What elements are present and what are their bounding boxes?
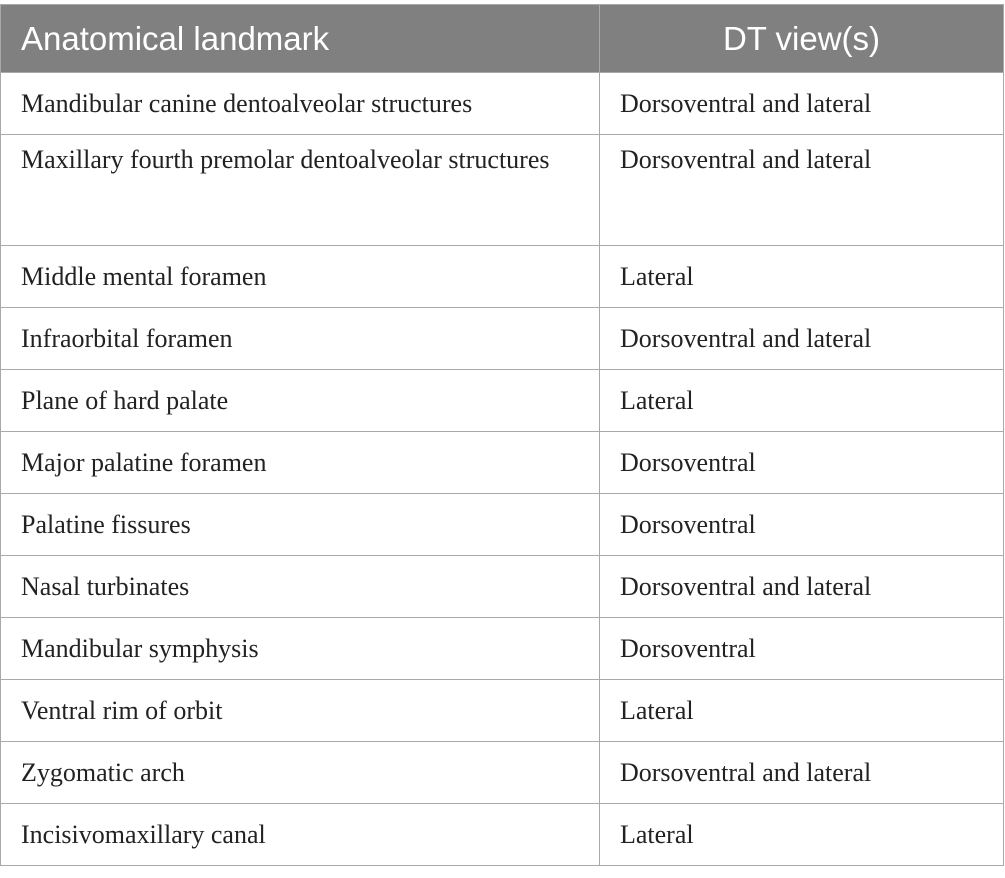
view-cell <box>600 308 1004 370</box>
landmark-cell <box>1 73 600 135</box>
view-text: Lateral <box>620 262 694 291</box>
view-text: Dorsoventral and lateral <box>620 758 872 787</box>
table-body <box>1 73 1004 866</box>
view-text: Dorsoventral <box>620 510 756 539</box>
table-row <box>1 742 1004 804</box>
landmark-cell <box>1 494 600 556</box>
table-row <box>1 804 1004 866</box>
landmark-text: Plane of hard palate <box>21 386 229 415</box>
table-row <box>1 308 1004 370</box>
table-row <box>1 494 1004 556</box>
table-row <box>1 135 1004 246</box>
landmark-text: Major palatine foramen <box>21 448 267 477</box>
landmark-text: Middle mental foramen <box>21 262 267 291</box>
table-row <box>1 556 1004 618</box>
header-dt-views: DT view(s) <box>600 5 1004 73</box>
landmark-text: Maxillary fourth premolar dentoalveolar structures <box>21 145 550 174</box>
table-row <box>1 246 1004 308</box>
landmark-text: Palatine fissures <box>21 510 191 539</box>
landmark-cell <box>1 618 600 680</box>
landmark-text: Infraorbital foramen <box>21 324 233 353</box>
table-row <box>1 432 1004 494</box>
view-text: Lateral <box>620 386 694 415</box>
table-header <box>1 5 1004 73</box>
view-cell <box>600 246 1004 308</box>
view-text: Dorsoventral and lateral <box>620 324 872 353</box>
header-row <box>1 5 1004 73</box>
view-cell <box>600 494 1004 556</box>
view-text: Dorsoventral and lateral <box>620 572 872 601</box>
view-cell <box>600 73 1004 135</box>
landmark-text: Mandibular canine dentoalveolar structures <box>21 89 473 118</box>
landmark-cell <box>1 246 600 308</box>
table-row <box>1 618 1004 680</box>
view-text: Lateral <box>620 696 694 725</box>
landmark-cell <box>1 370 600 432</box>
view-cell <box>600 135 1004 246</box>
table-row <box>1 370 1004 432</box>
landmark-table <box>0 4 1004 866</box>
view-cell <box>600 618 1004 680</box>
view-cell <box>600 370 1004 432</box>
view-cell <box>600 742 1004 804</box>
view-text: Dorsoventral and lateral <box>620 89 872 118</box>
landmark-text: Incisivomaxillary canal <box>21 820 266 849</box>
view-text: Dorsoventral <box>620 448 756 477</box>
view-cell <box>600 804 1004 866</box>
landmark-cell <box>1 804 600 866</box>
view-cell <box>600 556 1004 618</box>
table-row <box>1 680 1004 742</box>
view-cell <box>600 432 1004 494</box>
landmark-cell <box>1 135 600 246</box>
view-text: Dorsoventral and lateral <box>620 145 872 174</box>
table-row <box>1 73 1004 135</box>
landmark-text: Nasal turbinates <box>21 572 190 601</box>
landmark-cell <box>1 308 600 370</box>
landmark-text: Mandibular symphysis <box>21 634 259 663</box>
view-text: Lateral <box>620 820 694 849</box>
landmark-cell <box>1 432 600 494</box>
header-anatomical-landmark: Anatomical landmark <box>1 5 600 73</box>
landmark-cell <box>1 680 600 742</box>
landmark-text: Ventral rim of orbit <box>21 696 223 725</box>
view-cell <box>600 680 1004 742</box>
landmark-cell <box>1 742 600 804</box>
landmark-cell <box>1 556 600 618</box>
view-text: Dorsoventral <box>620 634 756 663</box>
landmark-text: Zygomatic arch <box>21 758 185 787</box>
